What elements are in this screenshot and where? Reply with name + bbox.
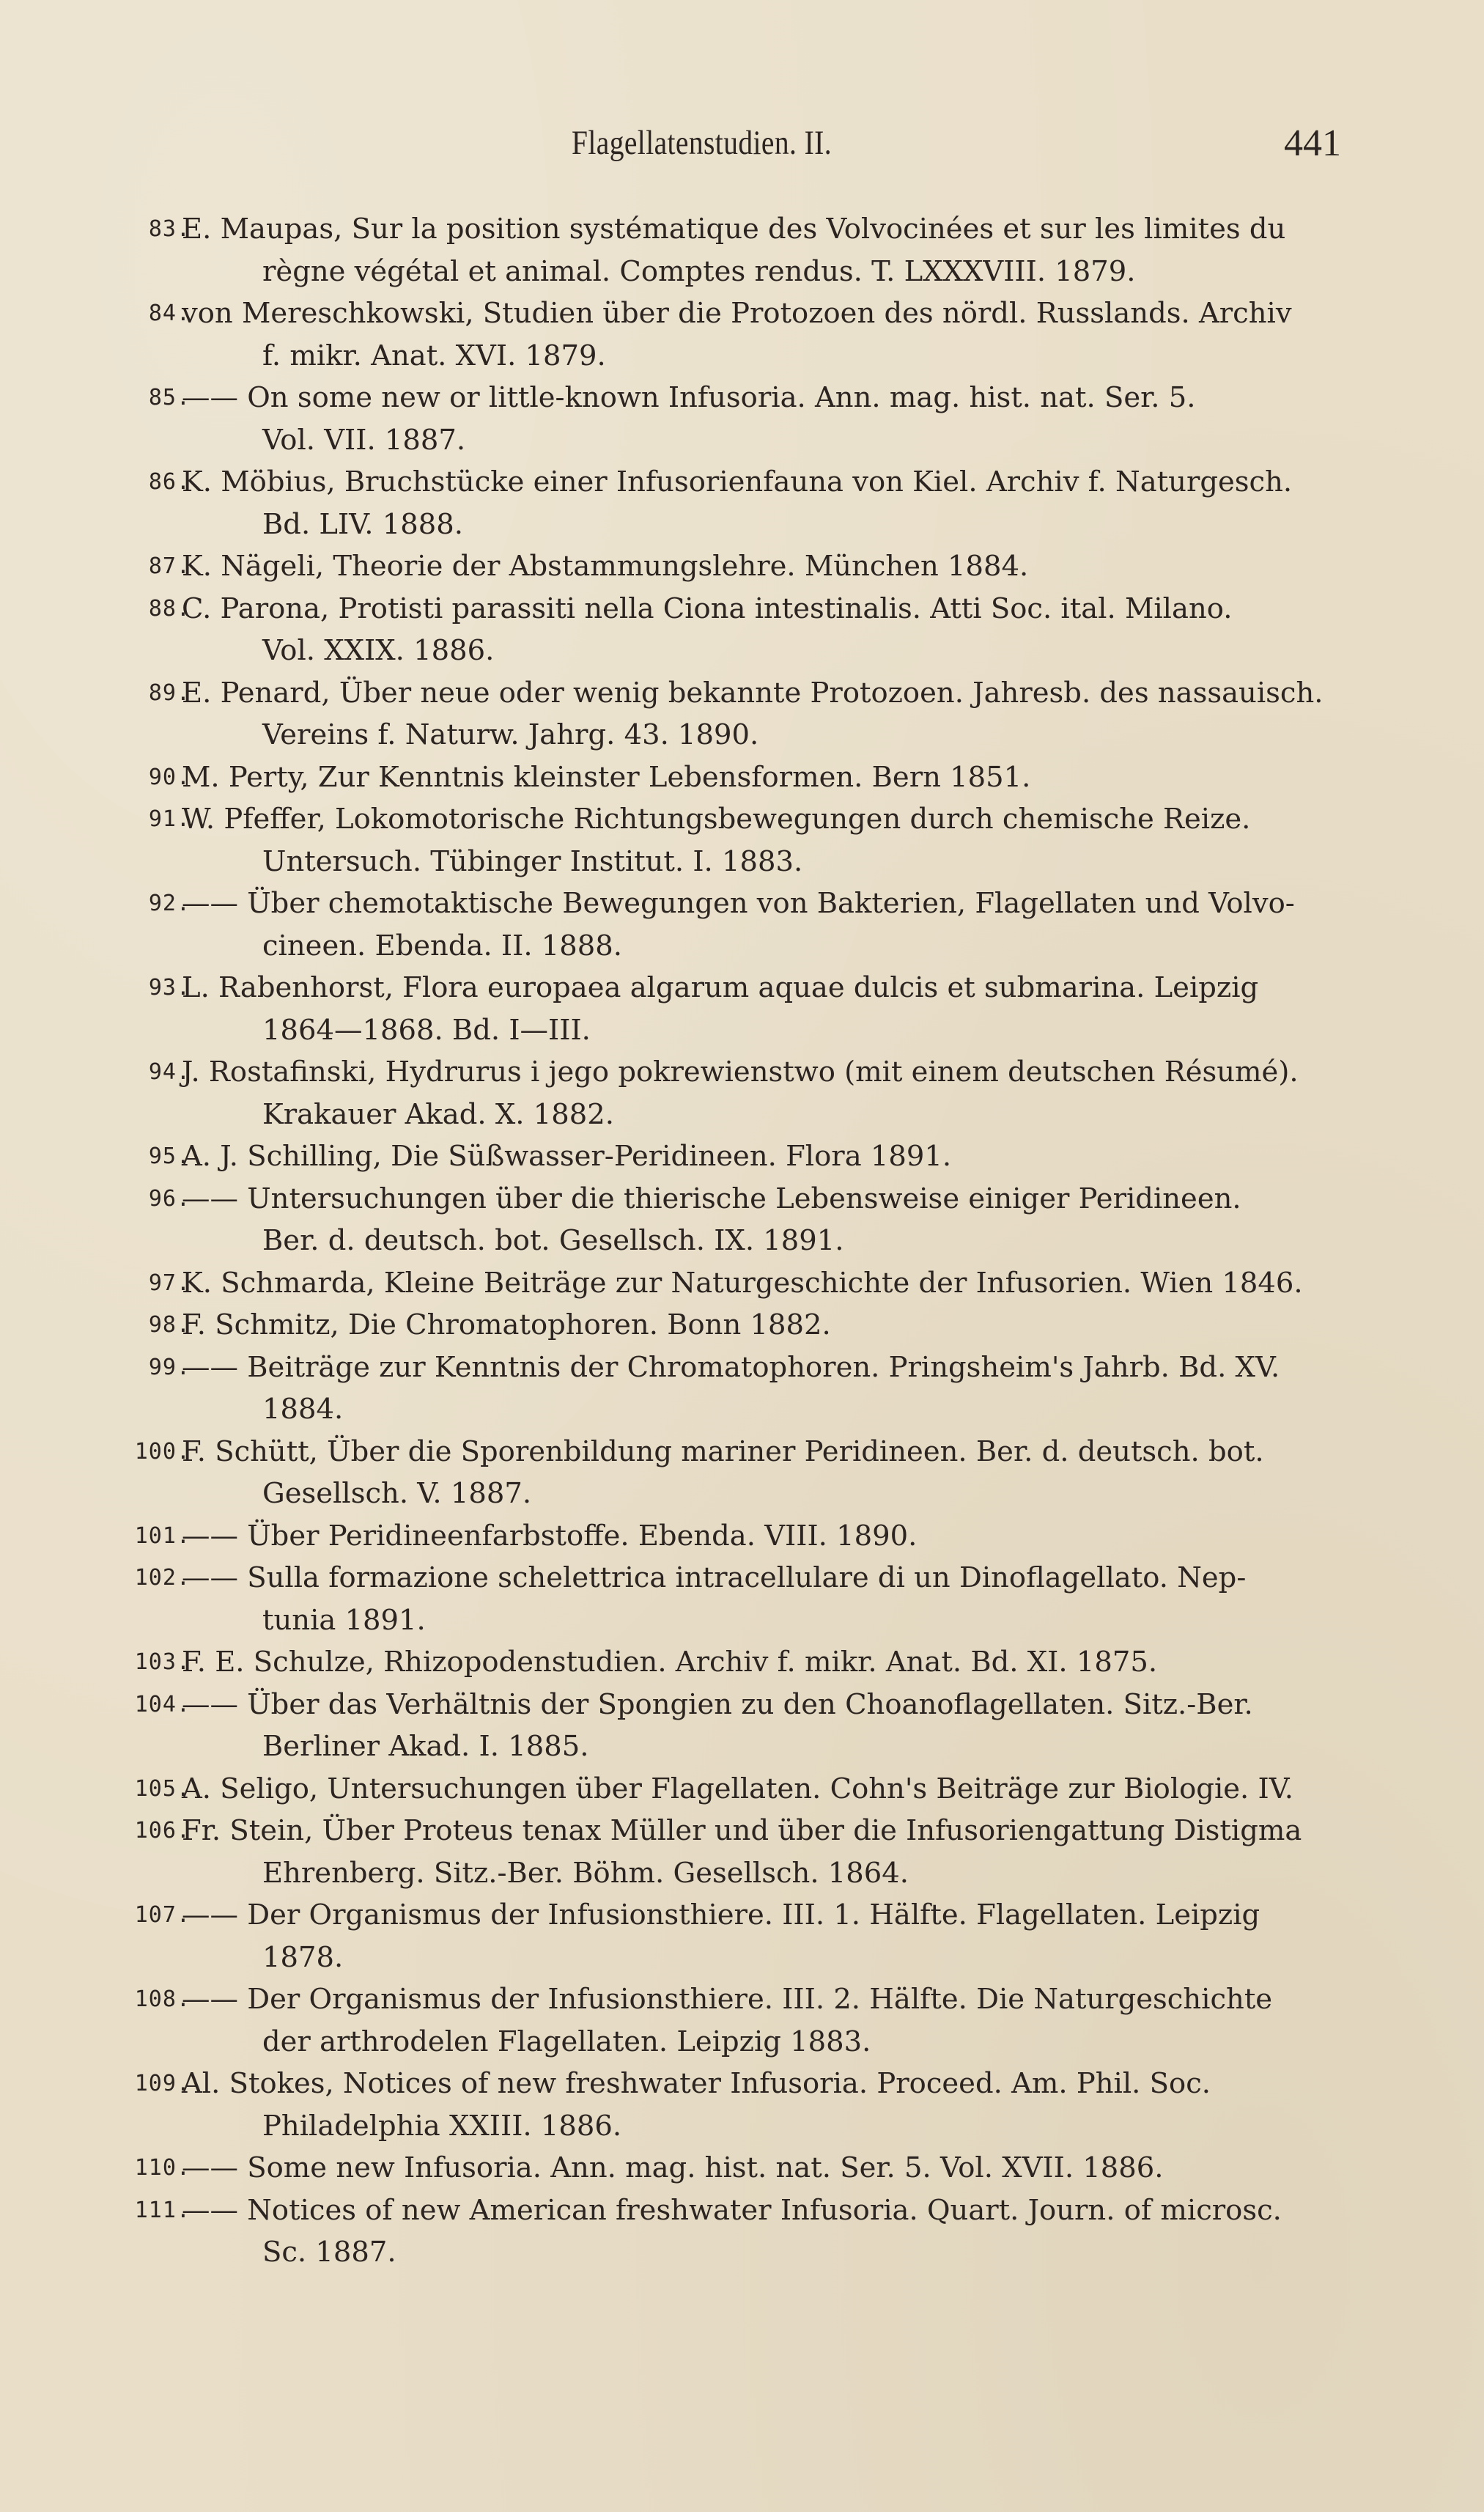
reference-number: 86. (148, 469, 191, 495)
reference-continuation-line: 1884. (262, 1393, 344, 1426)
reference-text-line: F. Schütt, Über die Sporenbildung mariner Peridineen. Ber. d. deutsch. bot. (182, 1434, 1264, 1468)
reference-entry (110, 1894, 1341, 1978)
reference-entry (110, 1347, 1341, 1431)
reference-number: 91. (148, 806, 191, 832)
reference-entry (110, 1641, 1341, 1684)
reference-number: 88. (148, 595, 191, 622)
reference-text-line: W. Pfeffer, Lokomotorische Richtungsbewegungen durch chemische Reize. (182, 803, 1251, 836)
reference-continuation-line: tunia 1891. (262, 1603, 426, 1637)
reference-text-line: —— Beiträge zur Kenntnis der Chromatophoren. Pringsheim's Jahrb. Bd. XV. (182, 1350, 1280, 1384)
reference-entry (110, 1515, 1341, 1558)
reference-number: 105. (134, 1775, 191, 1802)
reference-text-line: J. Rostafinski, Hydrurus i jego pokrewienstwo (mit einem deutschen Résumé). (182, 1056, 1299, 1089)
reference-entry (110, 883, 1341, 967)
reference-text-line: —— Der Organismus der Infusionsthiere. III. 2. Hälfte. Die Naturgeschichte (182, 1983, 1273, 2016)
reference-number: 84. (148, 301, 191, 326)
reference-entry (110, 1178, 1341, 1262)
reference-entry (110, 545, 1341, 588)
reference-continuation-line: cineen. Ebenda. II. 1888. (262, 929, 623, 962)
reference-entry (110, 756, 1341, 799)
reference-number: 90. (148, 764, 191, 790)
reference-continuation-line: Philadelphia XXIII. 1886. (262, 2109, 622, 2143)
reference-continuation-line: 1878. (262, 1940, 344, 1974)
reference-continuation-line: f. mikr. Anat. XVI. 1879. (262, 339, 606, 372)
reference-continuation-line: 1864—1868. Bd. I—III. (262, 1013, 591, 1047)
reference-text-line: —— Über das Verhältnis der Spongien zu den Choanoflagellaten. Sitz.-Ber. (182, 1687, 1253, 1721)
reference-entry (110, 588, 1341, 672)
reference-continuation-line: Vol. VII. 1887. (262, 423, 466, 457)
reference-number: 83. (148, 216, 191, 242)
reference-entry (110, 292, 1341, 377)
reference-number: 101. (134, 1522, 191, 1549)
page-number: 441 (1284, 122, 1341, 164)
reference-number: 99. (148, 1354, 191, 1380)
reference-text-line: —— Über Peridineenfarbstoffe. Ebenda. VIII. 1890. (182, 1519, 918, 1552)
reference-entry (110, 2147, 1341, 2189)
reference-entry (110, 377, 1341, 461)
reference-number: 103. (134, 1649, 191, 1675)
reference-entry (110, 1431, 1341, 1515)
reference-continuation-line: Untersuch. Tübinger Institut. I. 1883. (262, 844, 803, 878)
reference-number: 107. (134, 1902, 191, 1928)
reference-entry (110, 2189, 1341, 2274)
reference-entry (110, 672, 1341, 756)
reference-continuation-line: Ehrenberg. Sitz.-Ber. Böhm. Gesellsch. 1864. (262, 1856, 909, 1890)
running-title: Flagellatenstudien. II. (572, 124, 833, 162)
reference-continuation-line: règne végétal et animal. Comptes rendus. T. LXXXVIII. 1879. (262, 254, 1136, 288)
reference-number: 85. (148, 385, 191, 410)
reference-number: 100. (134, 1438, 191, 1465)
reference-text-line: K. Nägeli, Theorie der Abstammungslehre. München 1884. (182, 550, 1029, 583)
reference-continuation-line: Vol. XXIX. 1886. (262, 634, 495, 667)
reference-number: 95. (148, 1143, 191, 1169)
reference-text-line: E. Penard, Über neue oder wenig bekannte Protozoen. Jahresb. des nassauisch. (182, 676, 1324, 710)
reference-number: 110. (134, 2155, 191, 2181)
reference-number: 89. (148, 679, 191, 706)
reference-entry (110, 1768, 1341, 1811)
reference-continuation-line: der arthrodelen Flagellaten. Leipzig 1883. (262, 2025, 871, 2058)
reference-number: 97. (148, 1270, 191, 1296)
reference-text-line: K. Schmarda, Kleine Beiträge zur Naturgeschichte der Infusorien. Wien 1846. (182, 1266, 1303, 1300)
reference-text-line: A. Seligo, Untersuchungen über Flagellaten. Cohn's Beiträge zur Biologie. IV. (182, 1772, 1294, 1805)
reference-continuation-line: Berliner Akad. I. 1885. (262, 1730, 589, 1763)
reference-text-line: L. Rabenhorst, Flora europaea algarum aquae dulcis et submarina. Leipzig (182, 971, 1259, 1004)
reference-text-line: —— Some new Infusoria. Ann. mag. hist. nat. Ser. 5. Vol. XVII. 1886. (182, 2151, 1164, 2184)
reference-number: 106. (134, 1818, 191, 1844)
reference-text-line: —— Notices of new American freshwater Infusoria. Quart. Journ. of microsc. (182, 2193, 1282, 2227)
reference-number: 104. (134, 1691, 191, 1717)
reference-entry (110, 1978, 1341, 2063)
reference-entry (110, 208, 1341, 292)
reference-number: 98. (148, 1312, 191, 1338)
reference-number: 111. (134, 2197, 191, 2223)
reference-text-line: Al. Stokes, Notices of new freshwater Infusoria. Proceed. Am. Phil. Soc. (182, 2067, 1211, 2100)
reference-text-line: von Mereschkowski, Studien über die Protozoen des nördl. Russlands. Archiv (182, 297, 1292, 330)
reference-text-line: Fr. Stein, Über Proteus tenax Müller und über die Infusoriengattung Distigma (182, 1814, 1302, 1847)
reference-continuation-line: Sc. 1887. (262, 2236, 396, 2269)
reference-list (110, 208, 1341, 2274)
reference-number: 92. (148, 891, 191, 916)
reference-number: 96. (148, 1185, 191, 1212)
reference-text-line: —— Über chemotaktische Bewegungen von Bakterien, Flagellaten und Volvo- (182, 887, 1295, 920)
reference-number: 93. (148, 975, 191, 1001)
reference-entry (110, 967, 1341, 1051)
reference-text-line: K. Möbius, Bruchstücke einer Infusorienfauna von Kiel. Archiv f. Naturgesch. (182, 465, 1293, 498)
reference-entry (110, 1135, 1341, 1178)
reference-text-line: A. J. Schilling, Die Süßwasser-Peridineen. Flora 1891. (182, 1140, 952, 1173)
reference-number: 94. (148, 1059, 191, 1085)
reference-text-line: M. Perty, Zur Kenntnis kleinster Lebensformen. Bern 1851. (182, 760, 1031, 794)
reference-continuation-line: Gesellsch. V. 1887. (262, 1477, 532, 1510)
reference-entry (110, 2063, 1341, 2147)
reference-text-line: C. Parona, Protisti parassiti nella Ciona intestinalis. Atti Soc. ital. Milano. (182, 592, 1233, 625)
reference-continuation-line: Krakauer Akad. X. 1882. (262, 1097, 614, 1131)
reference-number: 108. (134, 1986, 191, 2012)
reference-number: 102. (134, 1565, 191, 1591)
reference-entry (110, 1262, 1341, 1305)
reference-entry (110, 1051, 1341, 1135)
reference-continuation-line: Bd. LIV. 1888. (262, 507, 463, 541)
reference-entry (110, 1304, 1341, 1347)
reference-text-line: —— Untersuchungen über die thierische Lebensweise einiger Peridineen. (182, 1182, 1241, 1215)
reference-number: 87. (148, 553, 191, 579)
reference-entry (110, 461, 1341, 545)
reference-text-line: E. Maupas, Sur la position systématique des Volvocinées et sur les limites du (182, 213, 1286, 246)
reference-continuation-line: Ber. d. deutsch. bot. Gesellsch. IX. 1891. (262, 1224, 844, 1257)
reference-entry (110, 1810, 1341, 1894)
reference-text-line: —— On some new or little-known Infusoria. Ann. mag. hist. nat. Ser. 5. (182, 381, 1196, 414)
reference-number: 109. (134, 2071, 191, 2096)
reference-text-line: —— Der Organismus der Infusionsthiere. III. 1. Hälfte. Flagellaten. Leipzig (182, 1898, 1260, 1931)
reference-entry (110, 798, 1341, 883)
reference-text-line: F. E. Schulze, Rhizopodenstudien. Archiv f. mikr. Anat. Bd. XI. 1875. (182, 1646, 1158, 1679)
reference-entry (110, 1557, 1341, 1641)
reference-continuation-line: Vereins f. Naturw. Jahrg. 43. 1890. (262, 718, 759, 751)
reference-text-line: F. Schmitz, Die Chromatophoren. Bonn 1882. (182, 1308, 831, 1341)
reference-text-line: —— Sulla formazione schelettrica intracellulare di un Dinoflagellato. Nep- (182, 1561, 1247, 1594)
reference-entry (110, 1684, 1341, 1768)
